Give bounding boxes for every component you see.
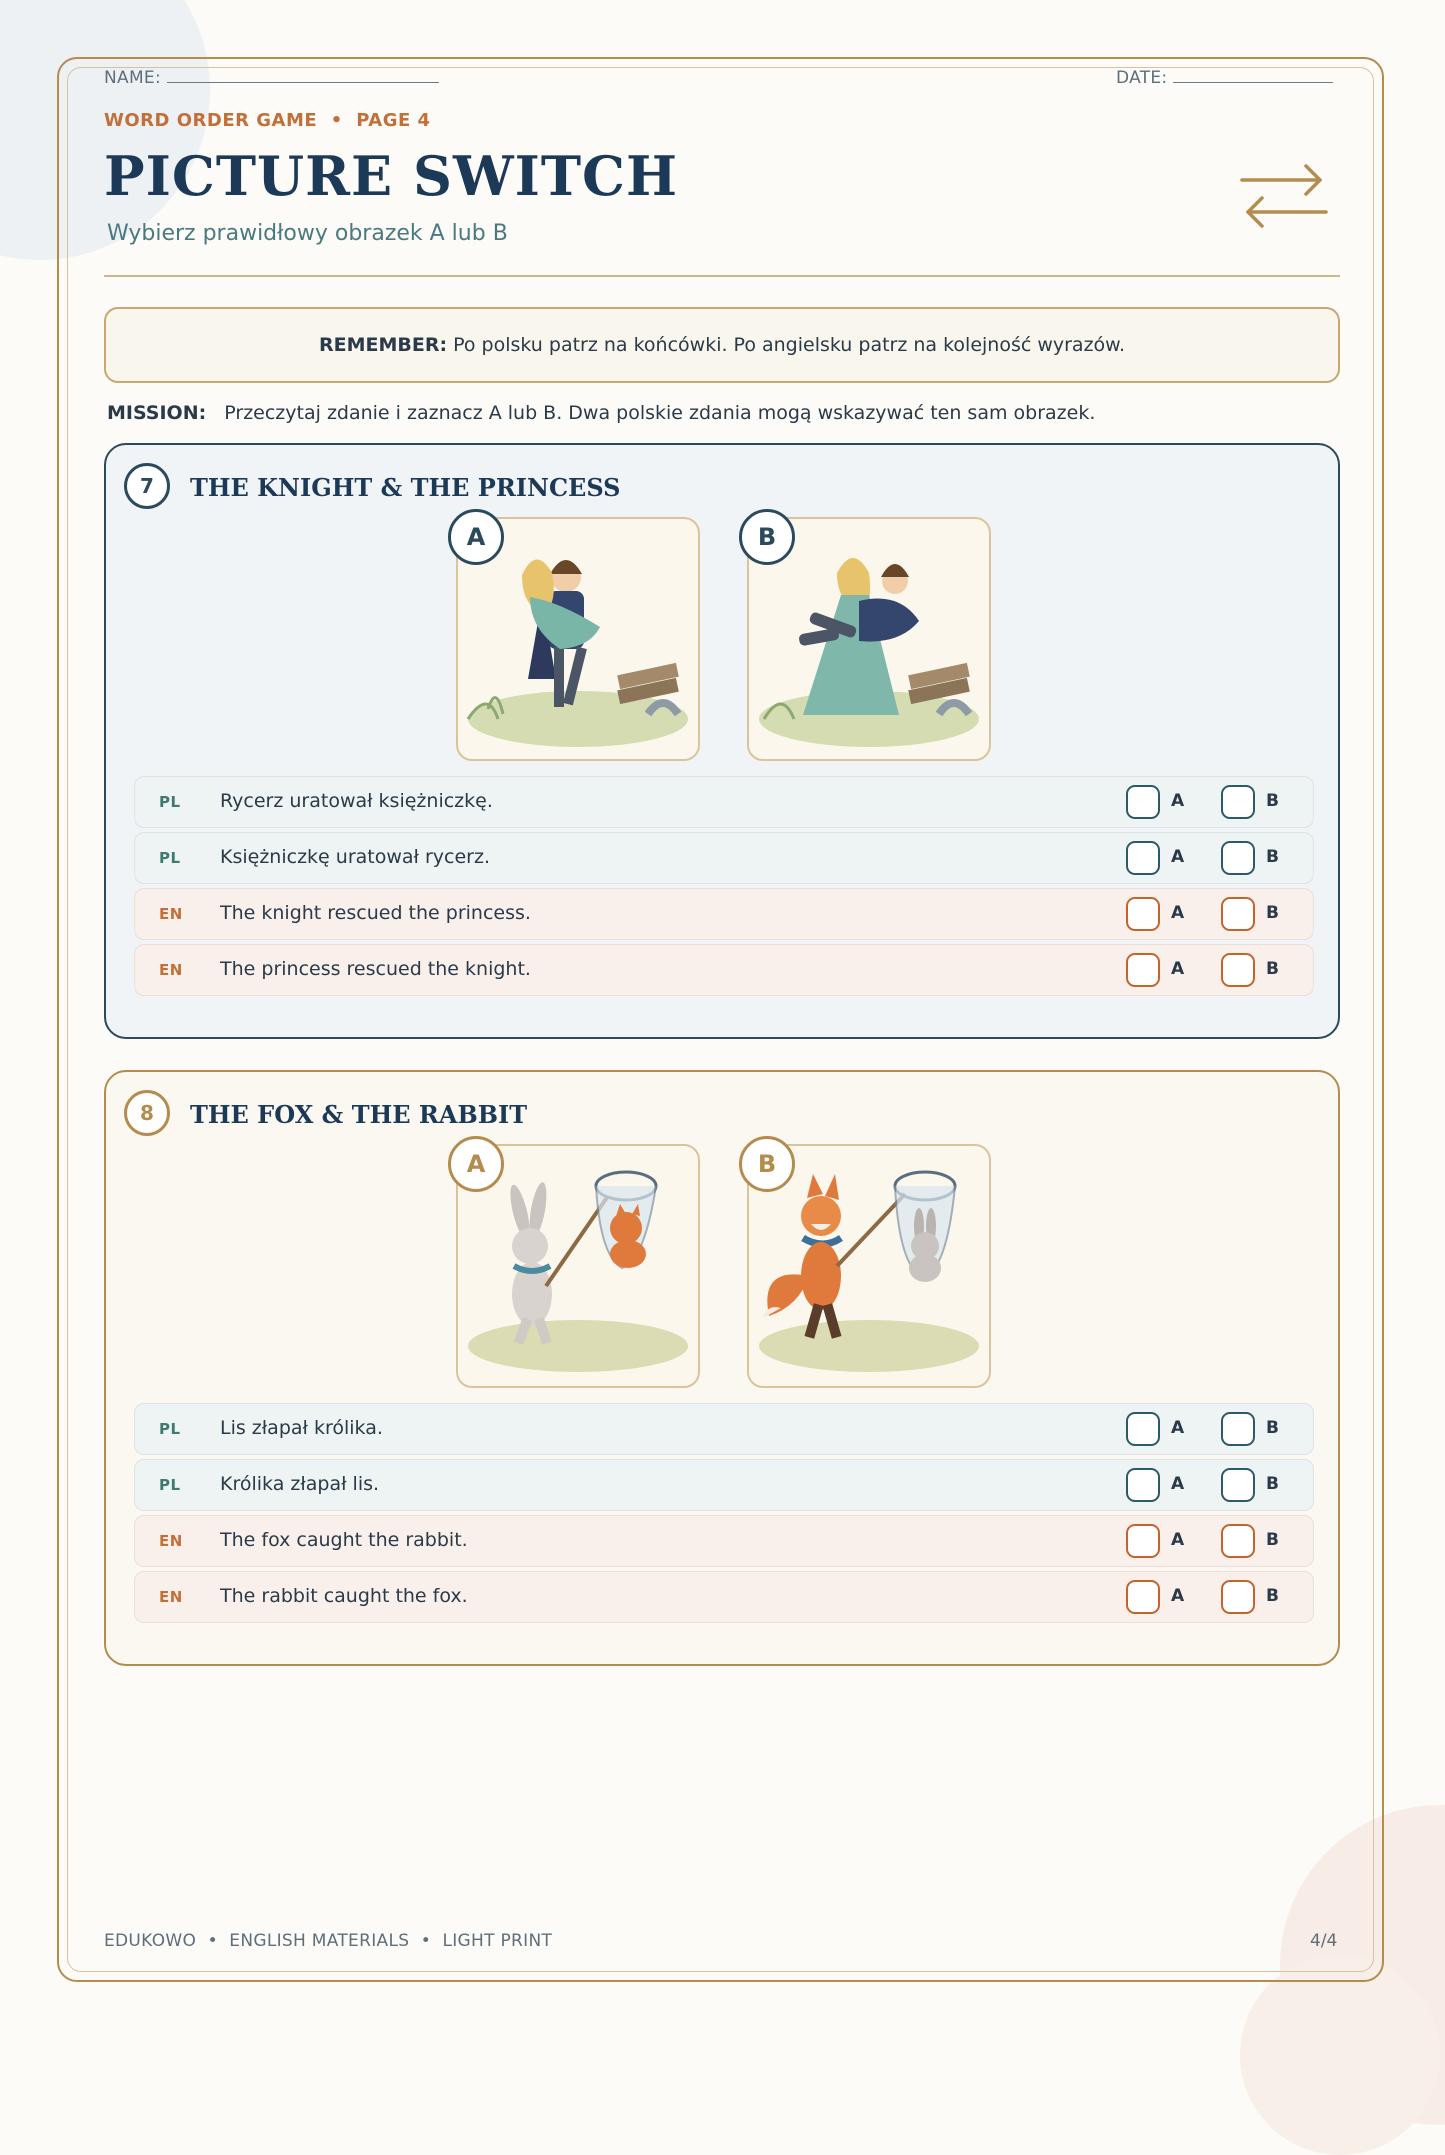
language-tag: PL xyxy=(159,849,181,867)
answer-row xyxy=(134,1403,1314,1455)
checkbox-a-label: A xyxy=(1171,1530,1185,1550)
language-tag: EN xyxy=(159,1588,183,1606)
name-label: NAME: xyxy=(104,68,161,88)
checkbox-a[interactable] xyxy=(1126,841,1160,875)
sentence-text: Lis złapał królika. xyxy=(220,1417,383,1439)
checkbox-a-label: A xyxy=(1171,959,1185,979)
checkbox-a[interactable] xyxy=(1126,1412,1160,1446)
mission-label: MISSION: xyxy=(107,402,207,424)
checkbox-a-label: A xyxy=(1171,847,1185,867)
answer-row xyxy=(134,776,1314,828)
checkbox-b[interactable] xyxy=(1221,1412,1255,1446)
checkbox-a[interactable] xyxy=(1126,1468,1160,1502)
sentence-text: Rycerz uratował księżniczkę. xyxy=(220,790,493,812)
checkbox-b[interactable] xyxy=(1221,1580,1255,1614)
sentence-text: The fox caught the rabbit. xyxy=(220,1529,468,1551)
header-divider xyxy=(104,275,1340,277)
checkbox-b[interactable] xyxy=(1221,1524,1255,1558)
answer-row xyxy=(134,944,1314,996)
mission-instructions xyxy=(107,402,1095,424)
sentence-text: Królika złapał lis. xyxy=(220,1473,380,1495)
checkbox-a-label: A xyxy=(1171,1586,1185,1606)
checkbox-a[interactable] xyxy=(1126,785,1160,819)
exercise-section-8 xyxy=(104,1070,1340,1666)
checkbox-b-label: B xyxy=(1266,847,1279,867)
remember-text: Po polsku patrz na końcówki. Po angielsku patrz na kolejność wyrazów. xyxy=(453,334,1126,356)
language-tag: EN xyxy=(159,1532,183,1550)
footer-text: EDUKOWO • ENGLISH MATERIALS • LIGHT PRINT xyxy=(104,1931,553,1951)
checkbox-b-label: B xyxy=(1266,959,1279,979)
language-tag: PL xyxy=(159,1420,181,1438)
checkbox-a-label: A xyxy=(1171,791,1185,811)
name-line[interactable] xyxy=(167,66,439,83)
checkbox-b[interactable] xyxy=(1221,897,1255,931)
checkbox-b-label: B xyxy=(1266,903,1279,923)
checkbox-b-label: B xyxy=(1266,1418,1279,1438)
checkbox-b[interactable] xyxy=(1221,1468,1255,1502)
sentence-text: The knight rescued the princess. xyxy=(220,902,531,924)
checkbox-a-label: A xyxy=(1171,1474,1185,1494)
picture-label-a: A xyxy=(448,1136,504,1192)
checkbox-a[interactable] xyxy=(1126,1524,1160,1558)
checkbox-a[interactable] xyxy=(1126,1580,1160,1614)
exercise-number: 8 xyxy=(124,1090,170,1136)
picture-label-b: B xyxy=(739,509,795,565)
page-subtitle: Wybierz prawidłowy obrazek A lub B xyxy=(107,221,508,246)
checkbox-a-label: A xyxy=(1171,903,1185,923)
date-line[interactable] xyxy=(1173,66,1333,83)
answer-row xyxy=(134,1571,1314,1623)
language-tag: EN xyxy=(159,961,183,979)
decor-circle-bottom-right-small xyxy=(1240,1955,1440,2155)
picture-label-b: B xyxy=(739,1136,795,1192)
checkbox-b[interactable] xyxy=(1221,785,1255,819)
mission-text: Przeczytaj zdanie i zaznacz A lub B. Dwa polskie zdania mogą wskazywać ten sam obrazek. xyxy=(224,402,1096,424)
sentence-text: The rabbit caught the fox. xyxy=(220,1585,468,1607)
sentence-text: Księżniczkę uratował rycerz. xyxy=(220,846,490,868)
checkbox-a[interactable] xyxy=(1126,897,1160,931)
swap-arrows-icon xyxy=(1236,160,1332,232)
checkbox-b-label: B xyxy=(1266,1530,1279,1550)
date-label: DATE: xyxy=(1116,68,1168,88)
checkbox-b[interactable] xyxy=(1221,841,1255,875)
page-number: 4/4 xyxy=(1310,1931,1338,1951)
checkbox-a-label: A xyxy=(1171,1418,1185,1438)
answer-row xyxy=(134,832,1314,884)
page-title: PICTURE SWITCH xyxy=(104,144,679,208)
checkbox-b[interactable] xyxy=(1221,953,1255,987)
checkbox-a[interactable] xyxy=(1126,953,1160,987)
page-kicker: WORD ORDER GAME • PAGE 4 xyxy=(104,110,431,131)
date-field[interactable] xyxy=(1116,66,1333,88)
language-tag: PL xyxy=(159,793,181,811)
picture-label-a: A xyxy=(448,509,504,565)
sentence-text: The princess rescued the knight. xyxy=(220,958,531,980)
remember-label: REMEMBER: xyxy=(318,334,448,356)
answer-row xyxy=(134,1515,1314,1567)
exercise-title: THE KNIGHT & THE PRINCESS xyxy=(190,473,621,502)
answer-row xyxy=(134,888,1314,940)
exercise-title: THE FOX & THE RABBIT xyxy=(190,1100,528,1129)
name-field[interactable] xyxy=(104,66,439,88)
checkbox-b-label: B xyxy=(1266,791,1279,811)
language-tag: PL xyxy=(159,1476,181,1494)
remember-box xyxy=(104,307,1340,383)
exercise-number: 7 xyxy=(124,463,170,509)
checkbox-b-label: B xyxy=(1266,1474,1279,1494)
checkbox-b-label: B xyxy=(1266,1586,1279,1606)
exercise-section-7 xyxy=(104,443,1340,1039)
language-tag: EN xyxy=(159,905,183,923)
answer-row xyxy=(134,1459,1314,1511)
